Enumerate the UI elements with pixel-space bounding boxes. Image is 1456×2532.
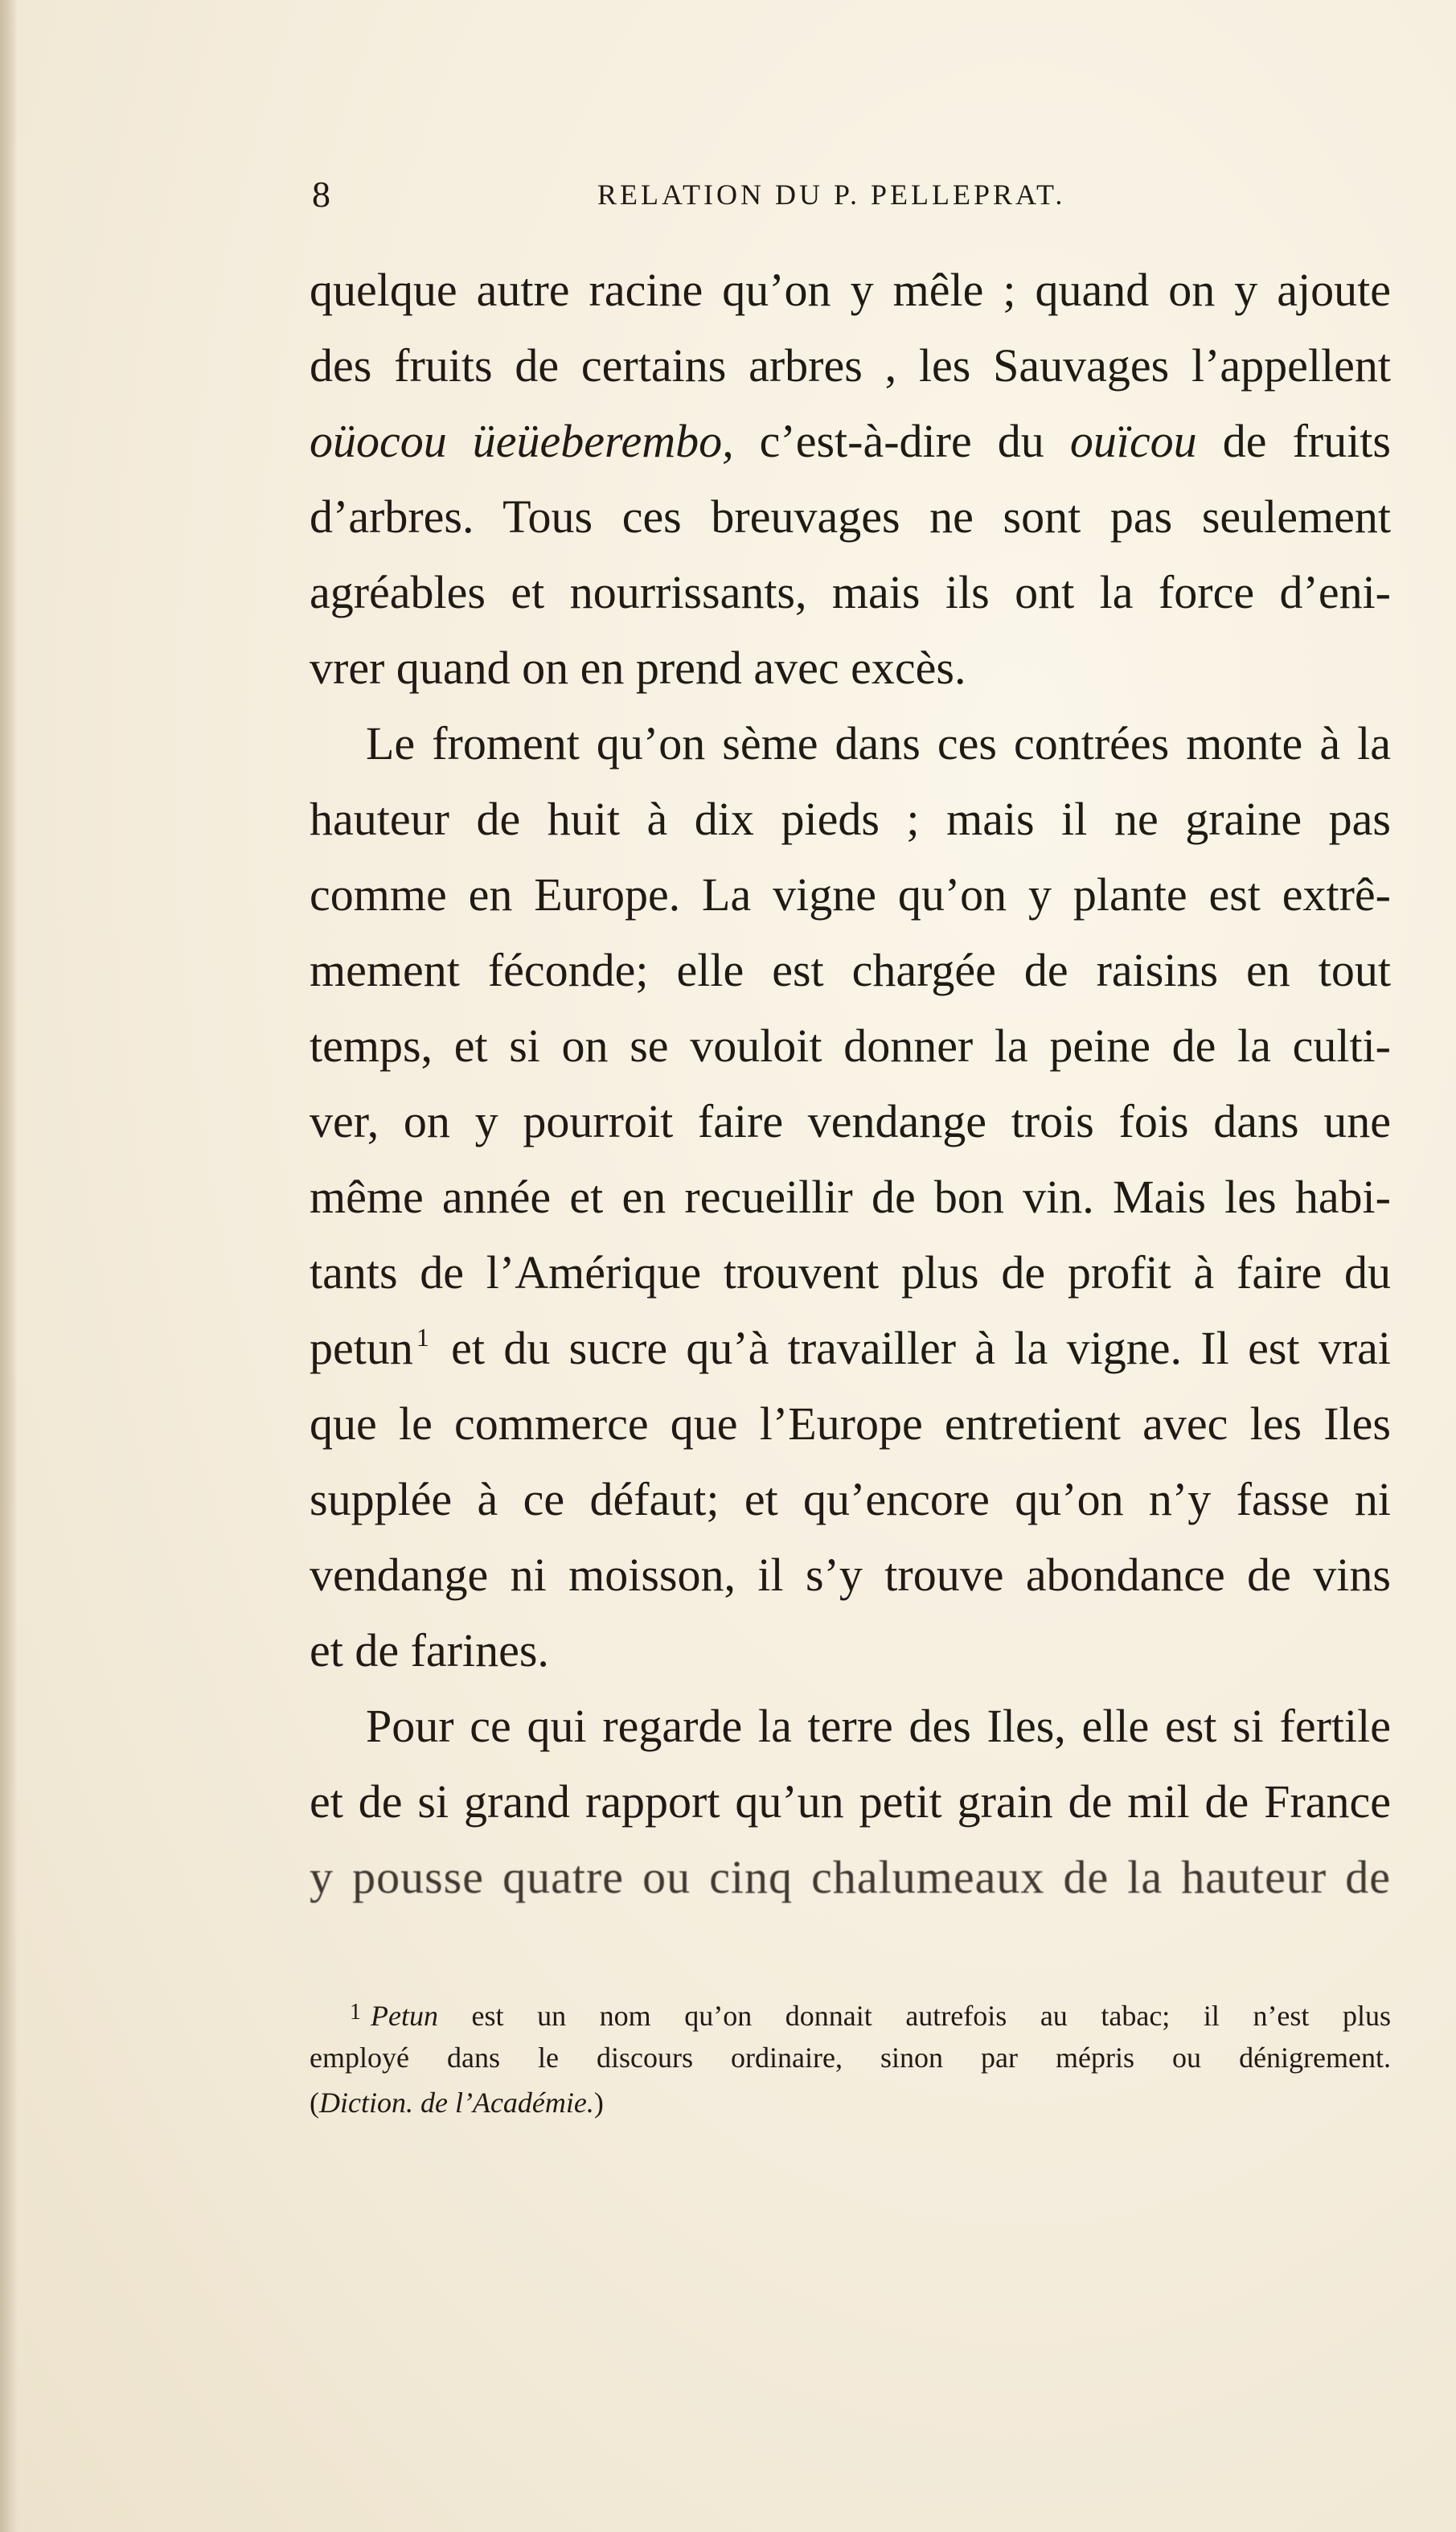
text-span: quelque autre racine qu’on y mêle ; quand on y ajoute: [310, 264, 1391, 316]
body-line: [310, 1764, 1391, 1840]
body-line: [310, 1462, 1391, 1537]
running-title: RELATION DU P. PELLEPRAT.: [597, 179, 1066, 211]
text-span: temps, et si on se vouloit donner la peine de la culti-: [310, 1020, 1391, 1072]
italic-text: Diction. de l’Académie.: [319, 2087, 594, 2119]
text-span: vendange ni moisson, il s’y trouve abondance de vins: [310, 1549, 1391, 1601]
text-span: employé dans le discours ordinaire, sinon par mépris ou dénigrement.: [310, 2042, 1391, 2074]
text-span: est un nom qu’on donnait autrefois au tabac; il n’est plus: [437, 2000, 1391, 2032]
text-span: Pour ce qui regarde la terre des Iles, elle est si fertile: [366, 1700, 1391, 1752]
italic-text: ouïcou: [1069, 415, 1197, 467]
text-span: Le froment qu’on sème dans ces contrées monte à la: [366, 717, 1391, 769]
text-span: même année et en recueillir de bon vin. Mais les habi-: [310, 1171, 1391, 1223]
text-span: de fruits: [1196, 415, 1391, 467]
text-span: ver, on y pourroit faire vendange trois fois dans une: [310, 1095, 1391, 1147]
body-line: [310, 252, 1391, 328]
text-span: comme en Europe. La vigne qu’on y plante est extrê-: [310, 868, 1391, 921]
page-binding-edge: [0, 0, 18, 2532]
footnote-line: [310, 2080, 1391, 2125]
body-line: [310, 1159, 1391, 1235]
italic-text: Petun: [371, 2000, 438, 2032]
body-text: [310, 252, 1391, 1915]
text-span: (: [310, 2087, 319, 2119]
text-span: supplée à ce défaut; et qu’encore qu’on n’y fasse ni: [310, 1473, 1391, 1525]
body-line: [310, 1311, 1391, 1386]
footnote: [310, 1990, 1391, 2125]
body-line: [310, 1084, 1391, 1159]
body-line: [310, 555, 1391, 630]
body-line: [310, 857, 1391, 933]
text-span: et du sucre qu’à travailler à la vigne. Il est vrai: [432, 1322, 1391, 1374]
text-span: des fruits de certains arbres , les Sauvages l’appellent: [310, 339, 1391, 392]
text-span: petun: [310, 1322, 413, 1374]
text-span: y pousse quatre ou cinq chalumeaux de la hauteur de: [310, 1851, 1391, 1903]
text-span: c’est-à-dire du: [733, 415, 1070, 467]
body-line: [310, 404, 1391, 479]
body-line: [310, 630, 1391, 706]
text-span: hauteur de huit à dix pieds ; mais il ne graine pas: [310, 793, 1391, 845]
body-line: [310, 1613, 1391, 1689]
body-line: [310, 1537, 1391, 1613]
body-line: [310, 1840, 1391, 1915]
body-line: [310, 1386, 1391, 1462]
body-line: [310, 1008, 1391, 1084]
text-span: vrer quand on en prend avec excès.: [310, 642, 966, 694]
footnote-line: [310, 1990, 1391, 2035]
body-line: [310, 1235, 1391, 1311]
body-line: [310, 328, 1391, 404]
text-span: d’arbres. Tous ces breuvages ne sont pas seulement: [310, 490, 1391, 543]
body-line: [310, 933, 1391, 1008]
body-line: [310, 1689, 1391, 1764]
body-line: [310, 479, 1391, 555]
footnote-marker: 1: [350, 2000, 361, 2025]
body-line: [310, 706, 1391, 782]
running-head: [312, 170, 1389, 219]
footnote-line: [310, 2035, 1391, 2080]
text-span: agréables et nourrissants, mais ils ont la force d’eni-: [310, 566, 1391, 618]
footnote-reference: 1: [416, 1323, 429, 1352]
page-number: 8: [312, 174, 330, 215]
body-line: [310, 782, 1391, 857]
text-span: tants de l’Amérique trouvent plus de profit à faire du: [310, 1246, 1391, 1299]
text-span: ): [593, 2087, 604, 2119]
text-span: et de farines.: [310, 1624, 549, 1676]
text-span: et de si grand rapport qu’un petit grain de mil de France: [310, 1775, 1391, 1828]
text-span: mement féconde; elle est chargée de raisins en tout: [310, 944, 1391, 996]
italic-text: oüocou üeüeberembo,: [310, 415, 734, 467]
text-span: que le commerce que l’Europe entretient avec les Iles: [310, 1397, 1391, 1450]
